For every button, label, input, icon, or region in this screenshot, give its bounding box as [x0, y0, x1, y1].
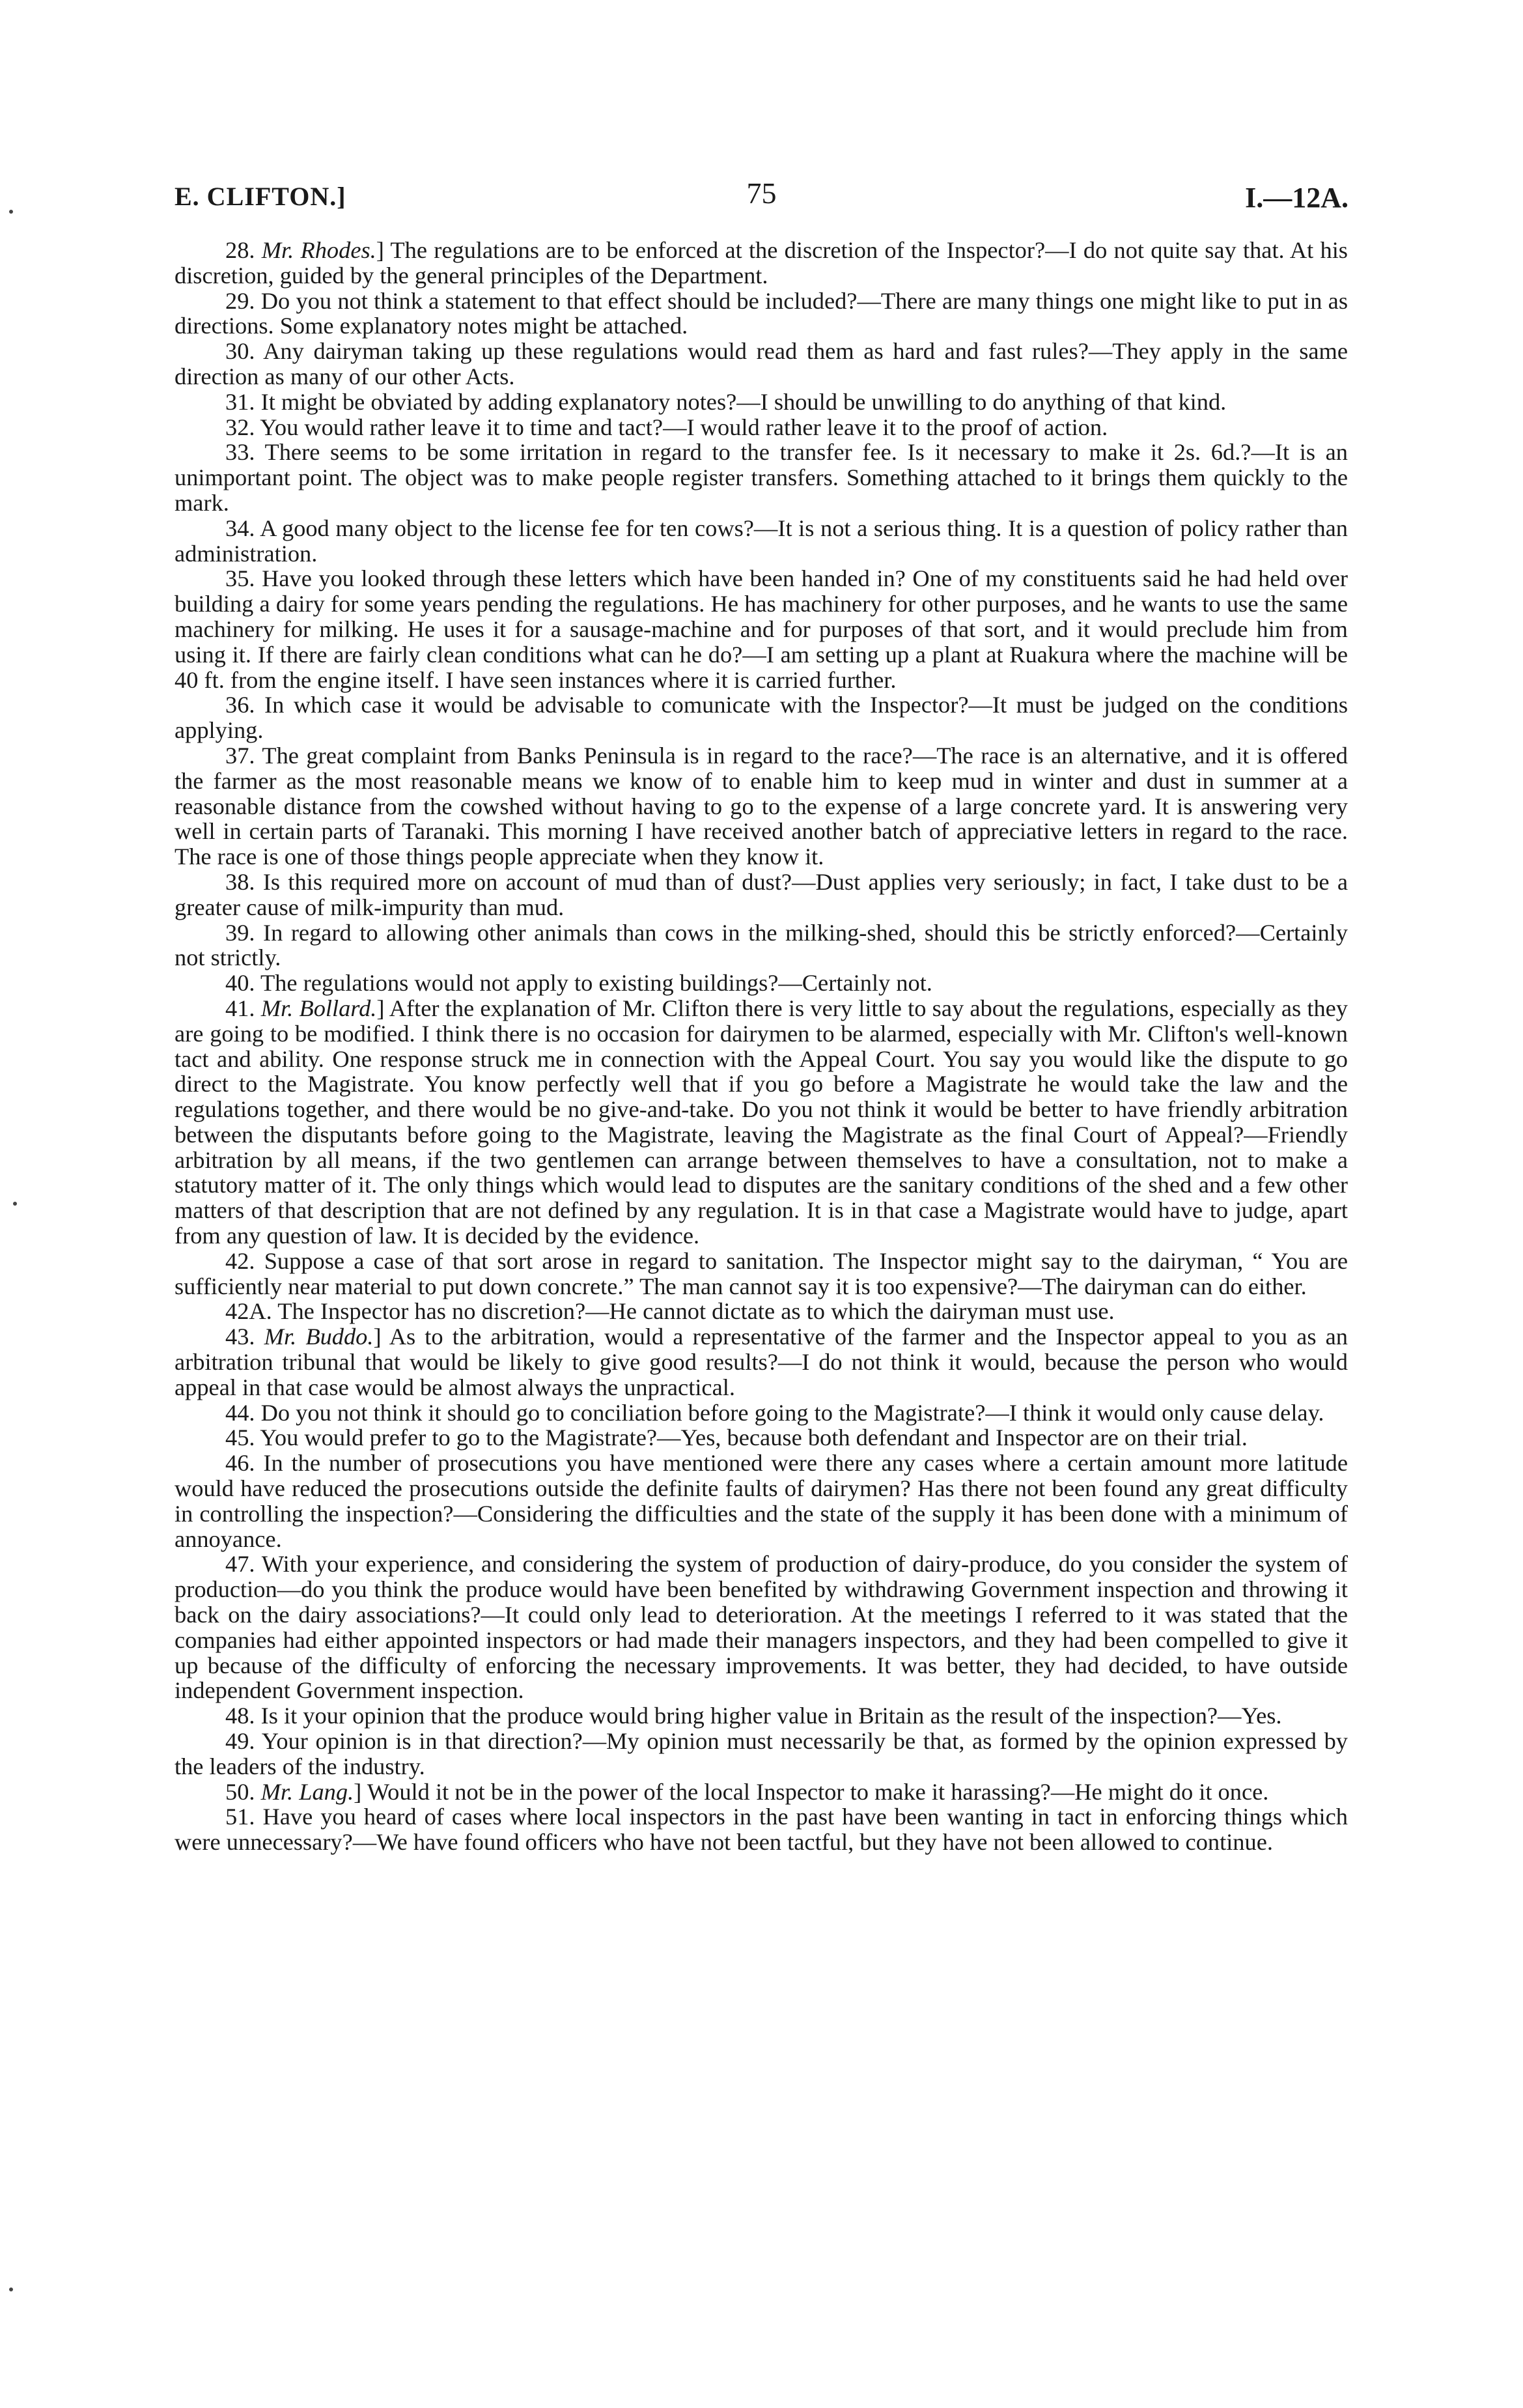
paragraph-text: In the number of prosecutions you have mentioned were there any cases where a certain amount more latitude would have reduced the prosecutions outside the definite faults of dairymen? Has there not been found any great difficulty in controlling the inspection?—Considering the difficulties and the state of the supply it has been done with a minimum of annoyance. [175, 1450, 1348, 1552]
paragraph-text: The regulations would not apply to existing buildings?—Certainly not. [260, 970, 932, 997]
paragraph-text: ] The regulations are to be enforced at the discretion of the Inspector?—I do not quite say that. At his discretion, guided by the general principles of the Department. [175, 237, 1348, 289]
question-30 [175, 339, 1348, 390]
margin-speck [9, 210, 13, 214]
question-number: 42A. [225, 1298, 272, 1325]
question-43 [175, 1324, 1348, 1400]
question-number: 38. [225, 868, 255, 895]
question-41 [175, 996, 1348, 1249]
paragraph-text: The Inspector has no discretion?—He cannot dictate as to which the dairyman must use. [277, 1298, 1115, 1325]
paragraph-text: Is this required more on account of mud than of dust?—Dust applies very seriously; in fact, I take dust to be a greater cause of milk-impurity than mud. [175, 868, 1348, 920]
margin-speck [13, 1202, 17, 1206]
paragraph-text: It might be obviated by adding explanatory notes?—I should be unwilling to do anything of that kind. [260, 388, 1227, 415]
paragraph-text: ] After the explanation of Mr. Clifton there is very little to say about the regulations, especially as they are going to be modified. I think there is no occasion for dairymen to be alarmed, especially with Mr. Clifton's well-known tact and ability. One response struck me in connection with the Appeal Court. You say you would like the dispute to go direct to the Magistrate. You know perfectly well that if you go before a Magistrate he would take the law and the regulations together, and there would be no give-and-take. Do you not think it would be better to have friendly arbitration between the disputants before going to the Magistrate, leaving the Magistrate as the final Court of Appeal?—Friendly arbitration by all means, if the two gentlemen can arrange between themselves to have a consultation, not to make a statutory matter of it. The only things which would lead to disputes are the sanitary conditions of the shed and a few other matters of that description that are not defined by any regulation. It is in that case a Magistrate would have to judge, apart from any question of law. It is decided by the evidence. [175, 995, 1348, 1249]
question-number: 47. [225, 1551, 255, 1578]
question-35 [175, 566, 1348, 692]
paragraph-text: You would rather leave it to time and tact?—I would rather leave it to the proof of action. [260, 414, 1108, 440]
paragraph-text: Have you heard of cases where local inspectors in the past have been wanting in tact in enforcing things which were unnecessary?—We have found officers who have not been tactful, but they have not been allowed to continue. [175, 1804, 1348, 1856]
question-50 [175, 1779, 1348, 1805]
question-number: 49. [225, 1728, 255, 1755]
question-number: 46. [225, 1450, 255, 1477]
question-28 [175, 238, 1348, 289]
question-36 [175, 692, 1348, 743]
question-number: 35. [225, 565, 255, 592]
paragraph-text: Do you not think it should go to conciliation before going to the Magistrate?—I think it would only cause delay. [260, 1399, 1324, 1426]
question-42a [175, 1299, 1348, 1324]
question-38 [175, 870, 1348, 920]
question-number: 39. [225, 919, 255, 946]
question-37 [175, 743, 1348, 870]
question-51 [175, 1804, 1348, 1855]
paragraph-text: In which case it would be advisable to comunicate with the Inspector?—It must be judged on the conditions applying. [175, 692, 1348, 744]
paragraph-text: Your opinion is in that direction?—My opinion must necessarily be that, as formed by the opinion expressed by the leaders of the industry. [175, 1728, 1348, 1779]
question-number: 45. [225, 1424, 255, 1451]
page-header [175, 177, 1348, 220]
question-number: 44. [225, 1399, 255, 1426]
paragraph-text: Any dairyman taking up these regulations would read them as hard and fast rules?—They apply in the same direction as many of our other Acts. [175, 338, 1348, 390]
page-number: 75 [746, 177, 777, 210]
paragraph-text: You would prefer to go to the Magistrate?—Yes, because both defendant and Inspector are on their trial. [260, 1424, 1248, 1451]
question-42 [175, 1249, 1348, 1299]
speaker: Mr. Rhodes. [261, 237, 376, 263]
speaker: Mr. Buddo. [264, 1324, 374, 1350]
question-46 [175, 1451, 1348, 1551]
question-number: 30. [225, 338, 255, 365]
question-number: 32. [225, 414, 255, 440]
header-witness: E. CLIFTON.] [175, 182, 346, 211]
question-number: 41. [225, 995, 255, 1021]
question-number: 40. [225, 970, 255, 997]
question-number: 36. [225, 692, 255, 718]
paragraph-text: In regard to allowing other animals than cows in the milking-shed, should this be strictly enforced?—Certainly not strictly. [175, 919, 1348, 971]
speaker: Mr. Lang. [260, 1778, 354, 1805]
paragraph-text: With your experience, and considering the system of production of dairy-produce, do you consider the system of production—do you think the produce would have been benefited by withdrawing Government inspection and throwing it back on the dairy associations?—It could only lead to deterioration. At the meetings I referred to it was stated that the companies had either appointed inspectors or had made their managers inspectors, and they had been compelled to give it up because of the difficulty of enforcing the necessary improvements. It was better, they had decided, to have outside independent Government inspection. [175, 1551, 1348, 1704]
question-number: 33. [225, 439, 255, 466]
question-32 [175, 415, 1348, 440]
document-code: I.—12A. [1245, 182, 1348, 214]
question-39 [175, 920, 1348, 971]
question-number: 43. [225, 1324, 255, 1350]
question-number: 37. [225, 742, 255, 769]
question-33 [175, 440, 1348, 515]
document-body [175, 238, 1348, 1855]
question-number: 28. [225, 237, 255, 263]
paragraph-text: Do you not think a statement to that effect should be included?—There are many things one might like to put in as directions. Some explanatory notes might be attached. [175, 287, 1348, 339]
question-number: 48. [225, 1703, 255, 1729]
question-40 [175, 970, 1348, 996]
margin-speck [9, 2288, 13, 2291]
question-number: 29. [225, 287, 255, 314]
question-45 [175, 1425, 1348, 1451]
question-49 [175, 1729, 1348, 1779]
paragraph-text: Have you looked through these letters which have been handed in? One of my constituents said he had held over building a dairy for some years pending the regulations. He has machinery for other purposes, and he wants to use the same machinery for milking. He uses it for a sausage-machine and for purposes of that sort, and it would preclude him from using it. If there are fairly clean conditions what can he do?—I am setting up a plant at Ruakura where the machine will be 40 ft. from the engine itself. I have seen instances where it is carried further. [175, 565, 1348, 693]
paragraph-text: ] Would it not be in the power of the local Inspector to make it harassing?—He might do it once. [354, 1778, 1269, 1805]
question-47 [175, 1551, 1348, 1703]
question-number: 31. [225, 388, 255, 415]
question-34 [175, 516, 1348, 567]
paragraph-text: Is it your opinion that the produce would bring higher value in Britain as the result of the inspection?—Yes. [260, 1703, 1282, 1729]
question-29 [175, 289, 1348, 339]
paragraph-text: The great complaint from Banks Peninsula is in regard to the race?—The race is an alternative, and it is offered the farmer as the most reasonable means we know of to enable him to keep mud in winter and dust in summer at a reasonable distance from the cowshed without having to go to the expense of a large concrete yard. It is answering very well in certain parts of Taranaki. This morning I have received another batch of appreciative letters in regard to the race. The race is one of those things people appreciate when they know it. [175, 742, 1348, 870]
paragraph-text: Suppose a case of that sort arose in regard to sanitation. The Inspector might say to the dairyman, “ You are sufficiently near material to put down concrete.” The man cannot say it is too expensive?—The dairyman can do either. [175, 1247, 1348, 1299]
paragraph-text: There seems to be some irritation in regard to the transfer fee. Is it necessary to make it 2s. 6d.?—It is an unimportant point. The object was to make people register transfers. Something attached to it brings them quickly to the mark. [175, 439, 1348, 516]
question-44 [175, 1400, 1348, 1426]
question-number: 50. [225, 1778, 255, 1805]
question-48 [175, 1703, 1348, 1729]
question-31 [175, 390, 1348, 415]
question-number: 42. [225, 1247, 255, 1274]
speaker: Mr. Bollard. [260, 995, 377, 1021]
paragraph-text: A good many object to the license fee for ten cows?—It is not a serious thing. It is a question of policy rather than administration. [175, 515, 1348, 567]
paragraph-text: ] As to the arbitration, would a representative of the farmer and the Inspector appeal to you as an arbitration tribunal that would be likely to give good results?—I do not think it would, because the person who would appeal in that case would be almost always the unpractical. [175, 1324, 1348, 1400]
question-number: 51. [225, 1804, 255, 1830]
question-number: 34. [225, 515, 255, 541]
